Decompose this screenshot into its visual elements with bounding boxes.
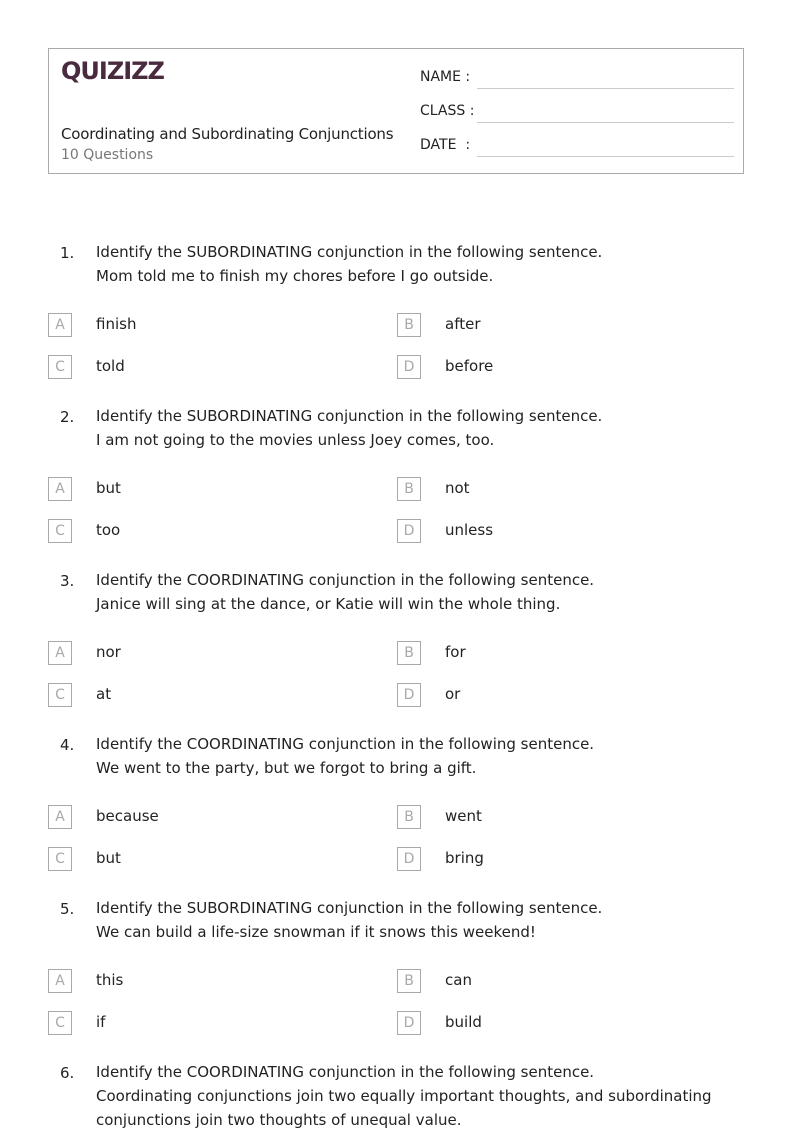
option-text: because [96,807,159,825]
option-text: build [445,1013,482,1031]
option-letter-box: A [48,805,72,829]
worksheet-title: Coordinating and Subordinating Conjunctions [61,125,394,143]
question-line: Identify the SUBORDINATING conjunction in the following sentence. [96,899,603,917]
option-letter-box: B [397,969,421,993]
question-text [96,1060,736,1132]
option-letter-box: C [48,355,72,379]
question-number: 3. [60,572,75,590]
option-letter-box: C [48,519,72,543]
question-text [96,732,736,780]
question-line: Identify the COORDINATING conjunction in the following sentence. [96,571,595,589]
name-label: NAME : [420,69,471,85]
option-letter-box: C [48,683,72,707]
option-letter-box: B [397,313,421,337]
option-letter-box: A [48,641,72,665]
question-count: 10 Questions [61,147,154,163]
option-text: bring [445,849,484,867]
option-text: after [445,315,481,333]
question-line: Identify the SUBORDINATING conjunction in the following sentence. [96,243,603,261]
date-label: DATE : [420,137,471,153]
date-field[interactable] [420,137,734,157]
option-text: this [96,971,124,989]
question-line: We went to the party, but we forgot to bring a gift. [96,759,477,777]
question-text [96,568,736,616]
question-text [96,896,736,944]
question-line: Identify the COORDINATING conjunction in the following sentence. [96,735,595,753]
worksheet-header [48,48,744,174]
class-line[interactable] [477,122,734,123]
question-line: conjunctions join two thoughts of unequal value. [96,1111,462,1129]
class-label: CLASS : [420,103,475,119]
option-letter-box: C [48,1011,72,1035]
option-text: before [445,357,494,375]
question-line: Janice will sing at the dance, or Katie will win the whole thing. [96,595,561,613]
question-line: Mom told me to finish my chores before I go outside. [96,267,494,285]
option-text: if [96,1013,106,1031]
option-letter-box: B [397,805,421,829]
question-number: 5. [60,900,75,918]
option-letter-box: C [48,847,72,871]
quizizz-logo: QUIZIZZ [61,57,164,85]
question-number: 2. [60,408,75,426]
option-text: but [96,479,121,497]
question-text [96,240,736,288]
option-text: told [96,357,125,375]
question-number: 1. [60,244,75,262]
option-letter-box: D [397,355,421,379]
option-letter-box: B [397,477,421,501]
option-text: unless [445,521,494,539]
option-text: nor [96,643,121,661]
option-text: went [445,807,482,825]
question-line: Identify the SUBORDINATING conjunction in the following sentence. [96,407,603,425]
option-letter-box: D [397,847,421,871]
name-line[interactable] [477,88,734,89]
option-text: at [96,685,112,703]
option-letter-box: D [397,519,421,543]
question-line: We can build a life-size snowman if it snows this weekend! [96,923,536,941]
option-text: not [445,479,470,497]
option-text: or [445,685,461,703]
question-line: Identify the COORDINATING conjunction in the following sentence. [96,1063,595,1081]
option-letter-box: A [48,477,72,501]
option-text: for [445,643,466,661]
name-field[interactable] [420,69,734,89]
question-line: Coordinating conjunctions join two equally important thoughts, and subordinating [96,1087,712,1105]
option-letter-box: B [397,641,421,665]
option-text: can [445,971,472,989]
option-text: finish [96,315,137,333]
option-text: but [96,849,121,867]
class-field[interactable] [420,103,734,123]
option-letter-box: D [397,683,421,707]
question-number: 4. [60,736,75,754]
option-letter-box: A [48,313,72,337]
question-text [96,404,736,452]
option-text: too [96,521,121,539]
date-line[interactable] [477,156,734,157]
option-letter-box: D [397,1011,421,1035]
option-letter-box: A [48,969,72,993]
question-number: 6. [60,1064,75,1082]
question-line: I am not going to the movies unless Joey comes, too. [96,431,495,449]
